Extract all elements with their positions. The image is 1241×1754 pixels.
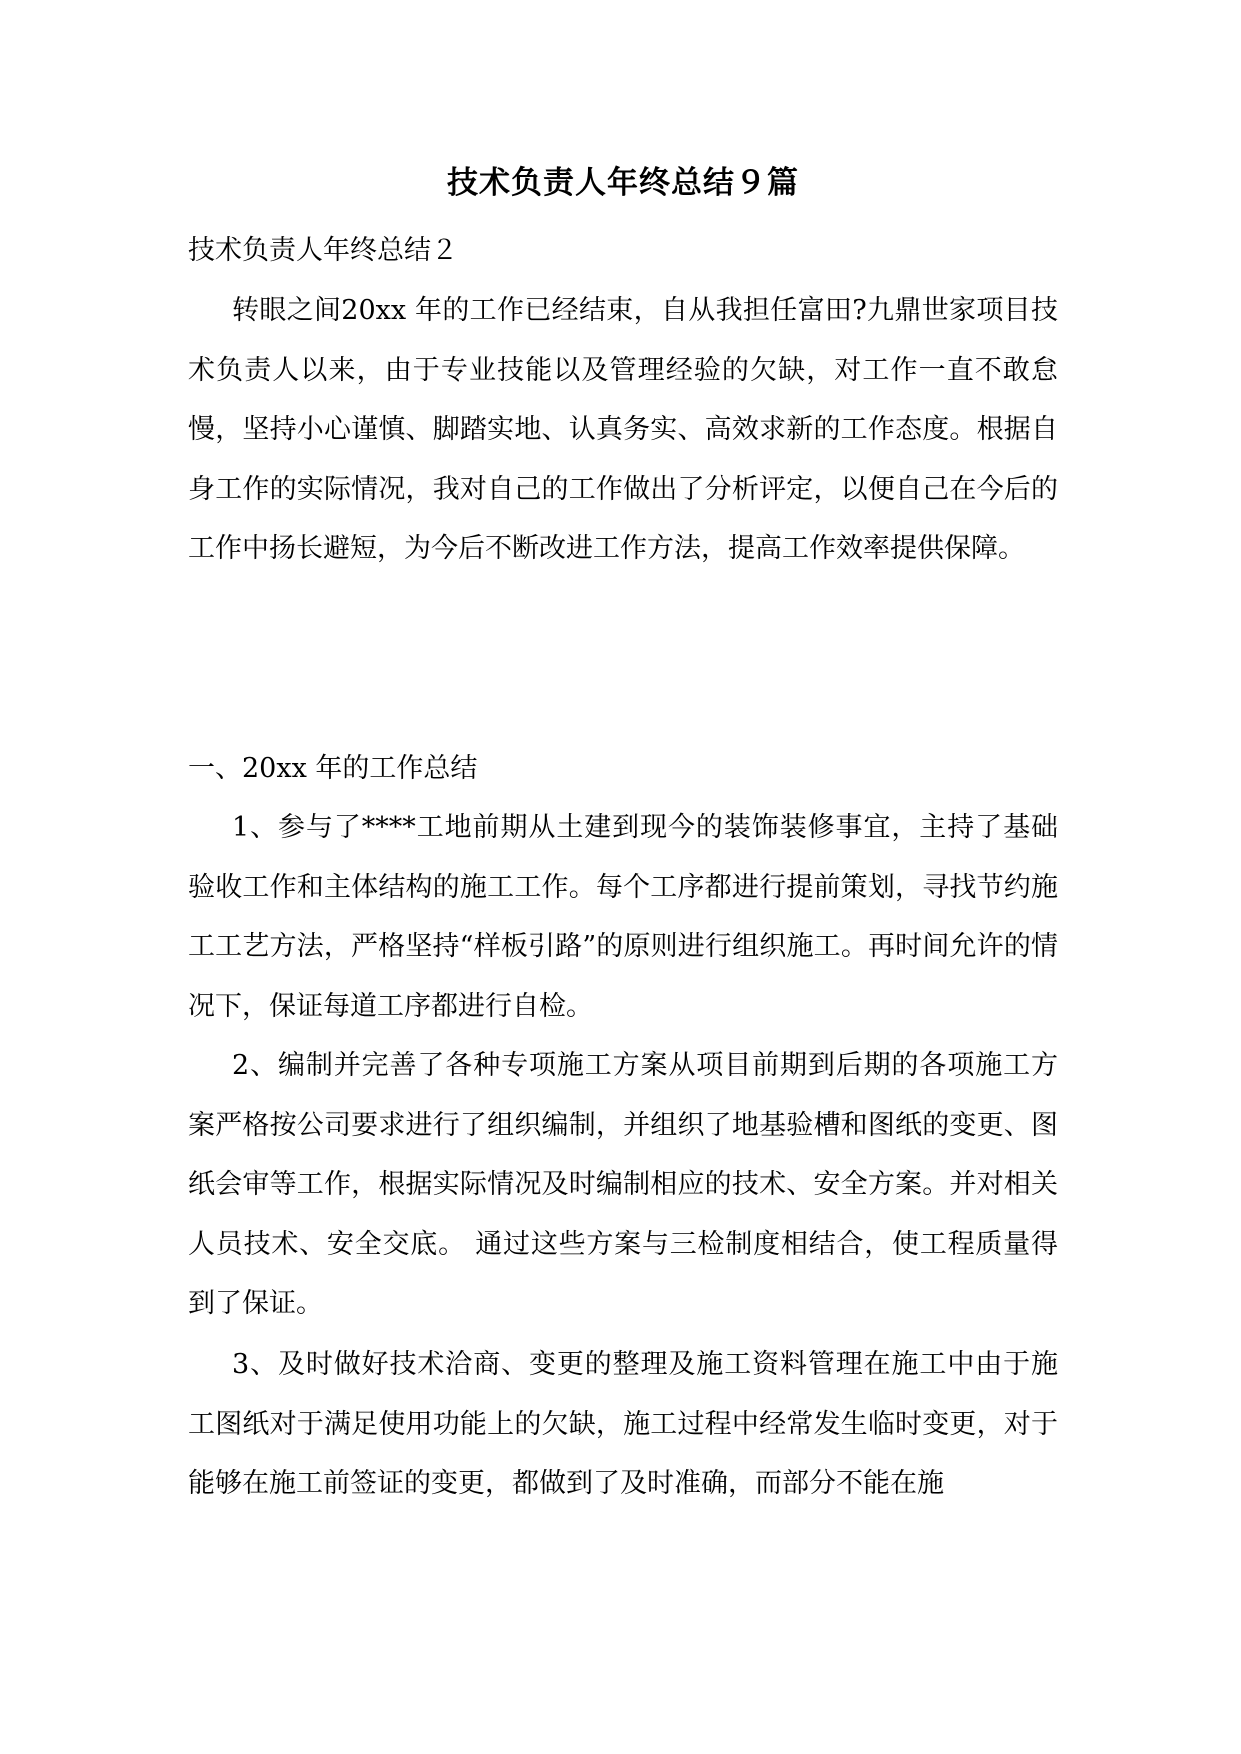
work-item-3: 3、及时做好技术洽商、变更的整理及施工资料管理在施工中由于施工图纸对于满足使用功能上的欠缺，施工过程中经常发生临时变更，对于能够在施工前签证的变更，都做到了及时准确，而部分不能在施 — [188, 1349, 1058, 1499]
section-heading: 一、20xx 年的工作总结 — [188, 753, 478, 784]
document-subtitle: 技术负责人年终总结２ — [188, 235, 458, 266]
work-item-1: 1、参与了****工地前期从土建到现今的装饰装修事宜，主持了基础验收工作和主体结构的施工工作。每个工序都进行提前策划，寻找节约施工工艺方法，严格坚持“样板引路”的原则进行组织施工。再时间允许的情况下，保证每道工序都进行自检。 — [188, 812, 1058, 1022]
intro-paragraph: 转眼之间20xx 年的工作已经结束，自从我担任富田?九鼎世家项目技术负责人以来，由于专业技能以及管理经验的欠缺，对工作一直不敢怠慢，坚持小心谨慎、脚踏实地、认真务实、高效求新的工作态度。根据自身工作的实际情况，我对自己的工作做出了分析评定，以便自己在今后的工作中扬长避短，为今后不断改进工作方法，提高工作效率提供保障。 — [188, 295, 1058, 564]
document-title: 技术负责人年终总结９篇 — [447, 165, 799, 201]
work-item-2: 2、编制并完善了各种专项施工方案从项目前期到后期的各项施工方案严格按公司要求进行了组织编制，并组织了地基验槽和图纸的变更、图纸会审等工作，根据实际情况及时编制相应的技术、安全方案。并对相关人员技术、安全交底。 通过这些方案与三检制度相结合，使工程质量得到了保证。 — [188, 1050, 1058, 1319]
